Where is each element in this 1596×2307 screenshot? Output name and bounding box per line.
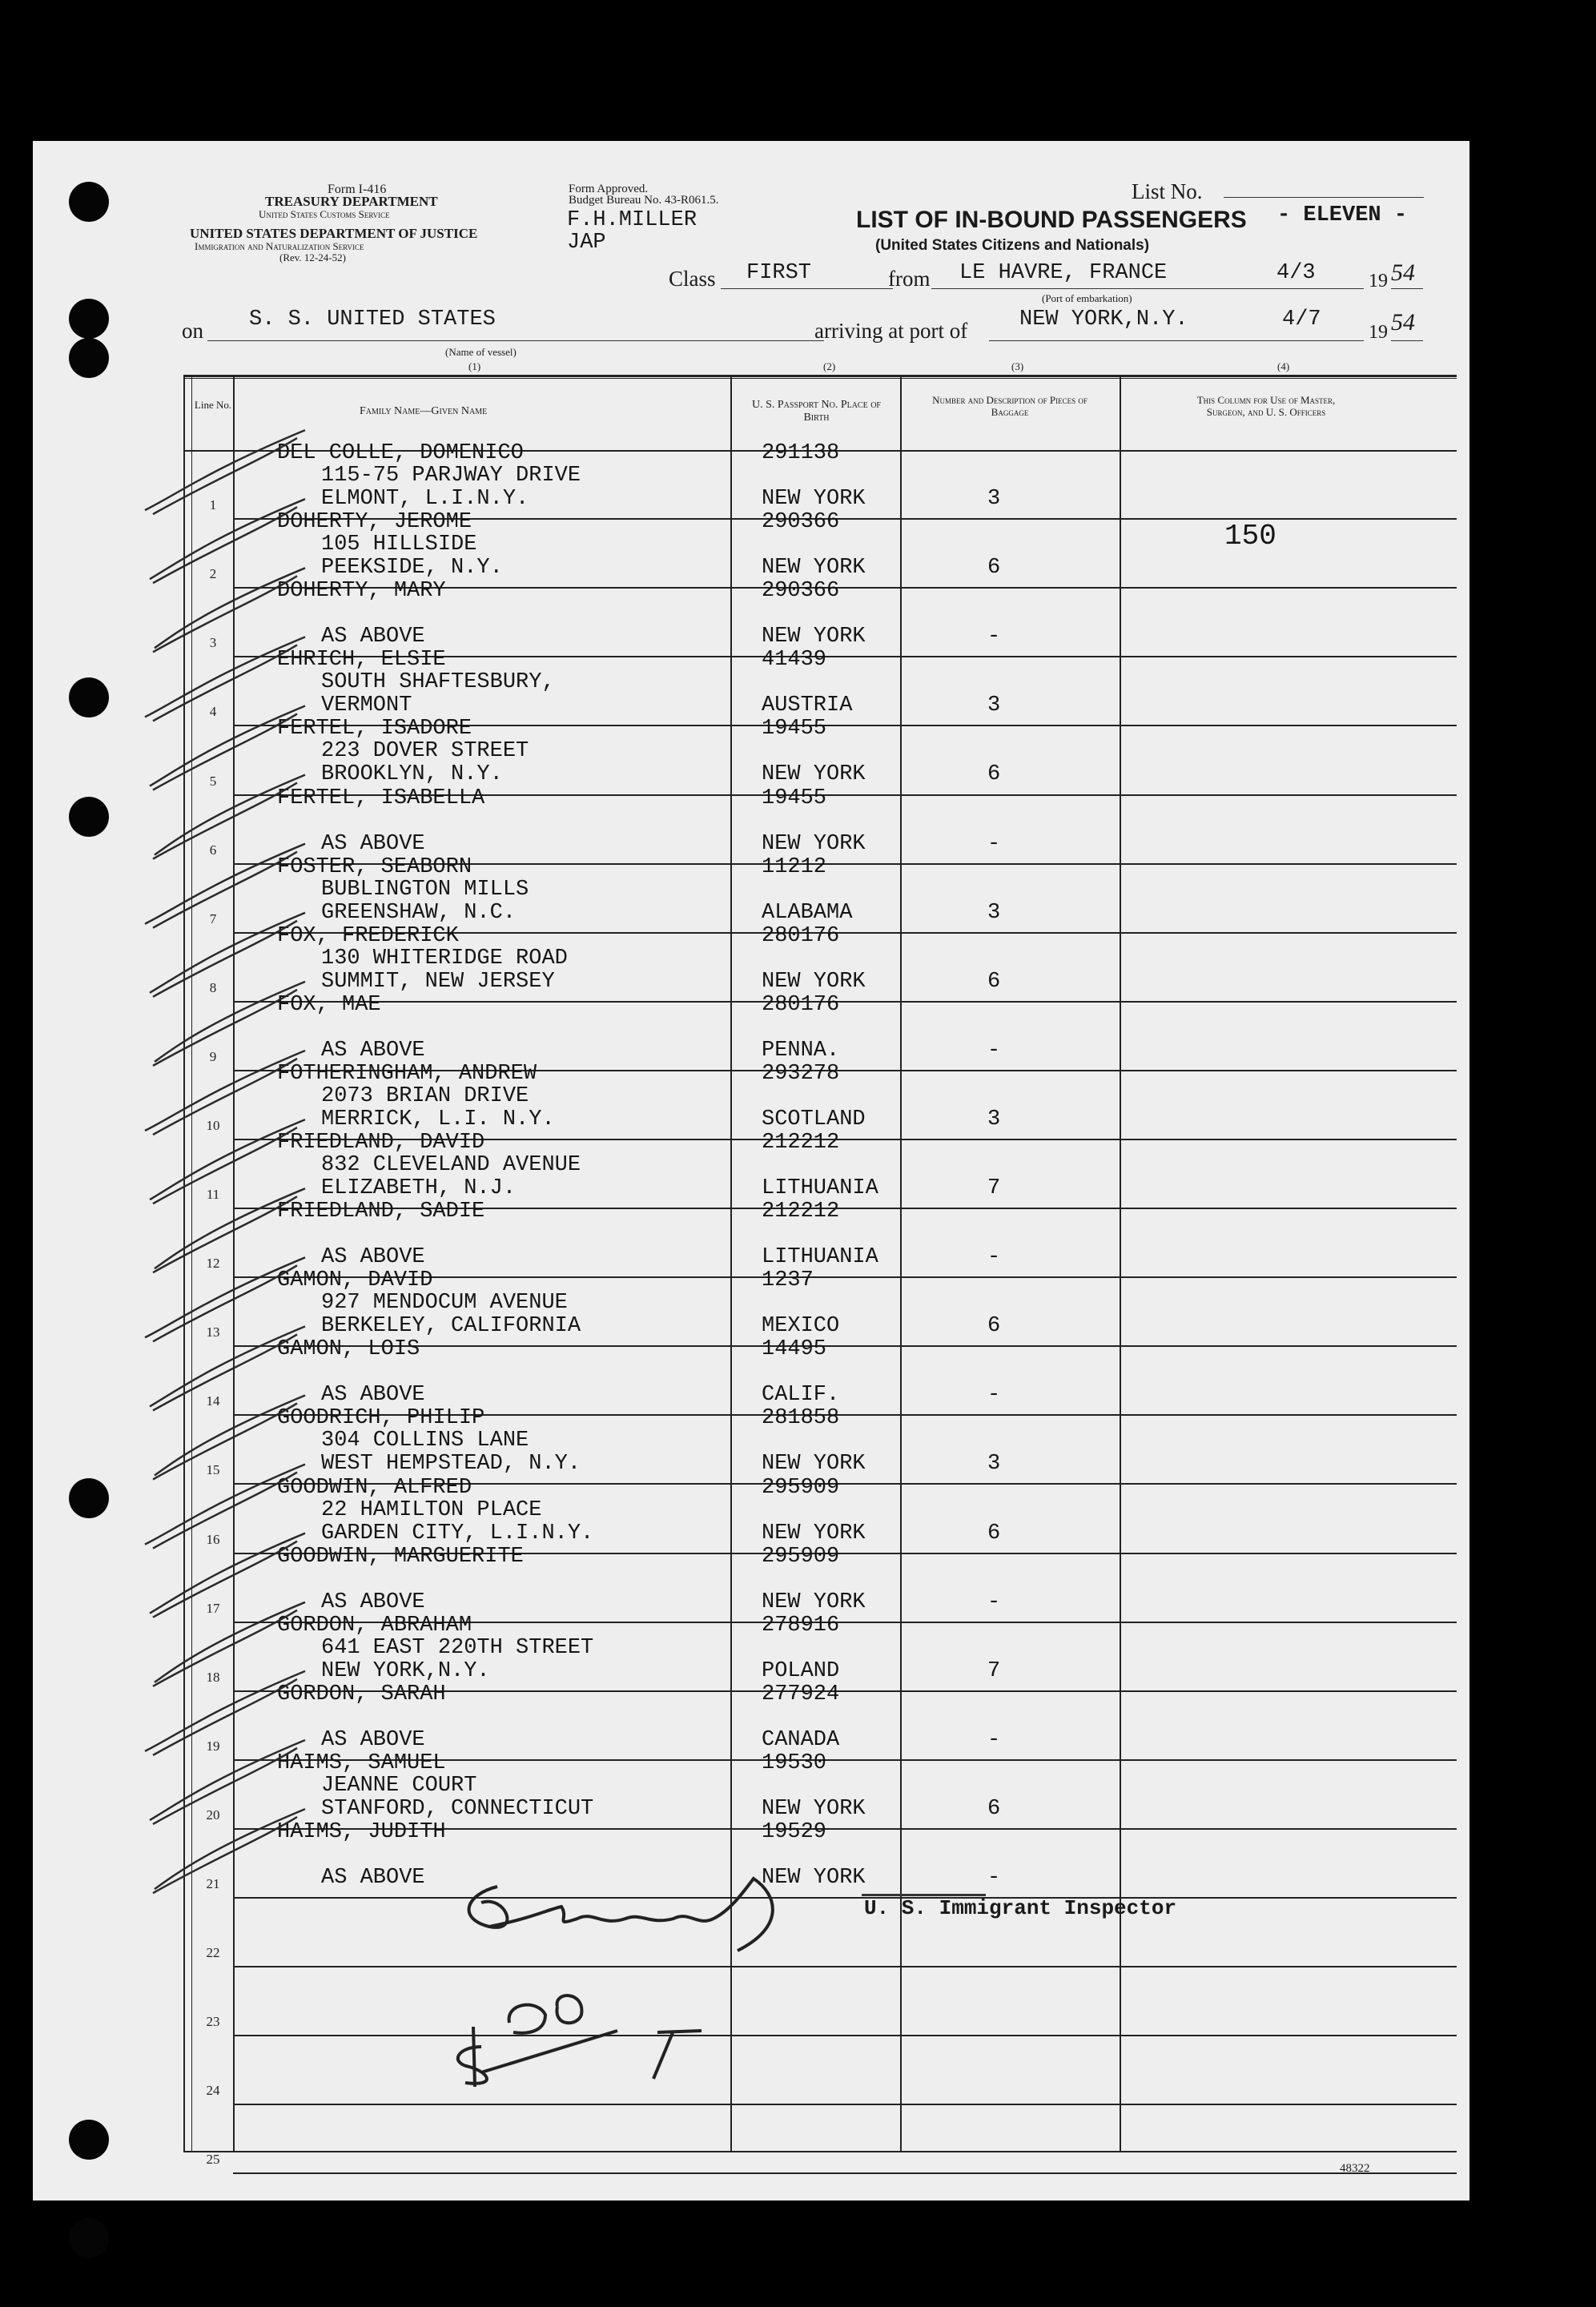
- passport-number: 295909: [762, 1476, 840, 1500]
- baggage-count: 3: [987, 1107, 1001, 1131]
- baggage-count: 3: [987, 693, 1001, 717]
- passenger-name: EHRICH, ELSIE: [277, 648, 446, 672]
- line-number: 16: [206, 1532, 220, 1547]
- address-line: GREENSHAW, N.C.: [321, 901, 517, 925]
- address-line: AS ABOVE: [321, 1866, 425, 1890]
- address-line: STANFORD, CONNECTICUT: [321, 1797, 594, 1821]
- address-line: 130 WHITERIDGE ROAD: [321, 947, 568, 971]
- vessel-label: (Name of vessel): [445, 346, 517, 358]
- place-of-birth: NEW YORK: [762, 487, 866, 511]
- passport-number: 281858: [762, 1406, 840, 1430]
- place-of-birth: NEW YORK: [762, 625, 866, 649]
- address-line: 304 COLLINS LANE: [321, 1429, 529, 1453]
- passport-number: 277924: [762, 1682, 840, 1706]
- baggage-count: -: [987, 1039, 1001, 1063]
- line-number: 12: [206, 1256, 220, 1271]
- check-mark: [150, 1533, 305, 1618]
- officer-note: 150: [1224, 520, 1276, 553]
- passenger-name: DOHERTY, JEROME: [277, 510, 472, 534]
- address-line: AS ABOVE: [321, 1728, 425, 1752]
- place-of-birth: CANADA: [762, 1728, 840, 1752]
- address-line: AS ABOVE: [321, 625, 425, 649]
- inspector-label: U. S. Immigrant Inspector: [864, 1896, 1177, 1920]
- line-number: 14: [206, 1393, 220, 1409]
- check-mark: [153, 568, 305, 652]
- passport-number: 19455: [762, 717, 827, 741]
- from-value: LE HAVRE, FRANCE: [959, 261, 1168, 285]
- check-mark: [150, 706, 305, 790]
- address-line: 105 HILLSIDE: [321, 533, 477, 557]
- year-prefix-2: 19: [1369, 322, 1388, 343]
- baggage-count: 3: [987, 1452, 1001, 1476]
- passport-number: 278916: [762, 1614, 840, 1638]
- line-number: 18: [206, 1670, 220, 1685]
- list-no-label: List No.: [1132, 179, 1203, 203]
- line-number: 9: [209, 1049, 217, 1064]
- line-number: 24: [206, 2083, 220, 2098]
- passenger-name: FERTEL, ISADORE: [277, 717, 472, 741]
- passenger-name: DOHERTY, MARY: [277, 579, 446, 603]
- line-number: 15: [206, 1462, 220, 1477]
- check-mark: [145, 430, 305, 514]
- from-date: 4/3: [1276, 261, 1316, 285]
- check-mark: [150, 1326, 305, 1410]
- passenger-name: FERTEL, ISABELLA: [277, 786, 485, 810]
- justice-dept: UNITED STATES DEPARTMENT OF JUSTICE: [190, 226, 478, 241]
- baggage-count: -: [987, 1866, 1001, 1890]
- line-number: 11: [206, 1187, 220, 1202]
- check-mark: [145, 1671, 305, 1755]
- address-line: SOUTH SHAFTESBURY,: [321, 670, 555, 694]
- place-of-birth: NEW YORK: [762, 556, 866, 580]
- list-no-value: - ELEVEN -: [1277, 203, 1408, 227]
- vessel-name: S. S. UNITED STATES: [249, 307, 496, 332]
- treasury-dept: TREASURY DEPARTMENT: [265, 194, 438, 209]
- col-header-passport: U. S. Passport No. Place of Birth: [752, 399, 881, 424]
- line-number: 22: [206, 1945, 220, 1960]
- on-label: on: [182, 319, 203, 343]
- line-number: 3: [209, 635, 217, 650]
- place-of-birth: LITHUANIA: [762, 1245, 878, 1269]
- place-of-birth: AUSTRIA: [762, 693, 853, 717]
- place-of-birth: NEW YORK: [762, 1452, 866, 1476]
- baggage-count: 6: [987, 1314, 1001, 1338]
- place-of-birth: NEW YORK: [762, 1797, 866, 1821]
- form-number: Form I-416: [328, 183, 387, 196]
- check-mark: [150, 913, 305, 997]
- line-number: 6: [209, 842, 217, 858]
- passport-number: 212212: [762, 1131, 840, 1155]
- address-line: BERKELEY, CALIFORNIA: [321, 1314, 581, 1338]
- place-of-birth: POLAND: [762, 1659, 840, 1683]
- baggage-count: 6: [987, 970, 1001, 994]
- from-year: 54: [1391, 259, 1415, 286]
- baggage-count: 3: [987, 901, 1001, 925]
- baggage-count: -: [987, 625, 1001, 649]
- revision: (Rev. 12-24-52): [279, 251, 346, 263]
- passport-number: 19455: [762, 786, 827, 810]
- col-header-name: Family Name—Given Name: [360, 405, 488, 417]
- col-header-baggage: Number and Description of Pieces of Baggage: [932, 394, 1087, 418]
- place-of-birth: SCOTLAND: [762, 1107, 866, 1131]
- address-line: BUBLINGTON MILLS: [321, 878, 529, 902]
- check-mark: [153, 982, 305, 1066]
- passport-number: 212212: [762, 1200, 840, 1224]
- place-of-birth: LITHUANIA: [762, 1176, 878, 1200]
- customs-service: United States Customs Service: [259, 208, 390, 220]
- baggage-count: 7: [987, 1659, 1001, 1683]
- arrival-port: NEW YORK,N.Y.: [1019, 307, 1188, 332]
- place-of-birth: NEW YORK: [762, 970, 866, 994]
- address-line: ELMONT, L.I.N.Y.: [321, 487, 529, 511]
- address-line: 832 CLEVELAND AVENUE: [321, 1153, 581, 1177]
- line-number: 20: [206, 1807, 220, 1823]
- arriving-label: arriving at port of: [814, 319, 968, 343]
- address-line: AS ABOVE: [321, 1039, 425, 1063]
- budget-bureau: Budget Bureau No. 43-R061.5.: [569, 194, 719, 207]
- check-mark: [150, 1740, 305, 1824]
- check-mark: [145, 637, 305, 721]
- col-header-officers: This Column for Use of Master, Surgeon, and U. S. Officers: [1196, 394, 1336, 418]
- class-value: FIRST: [746, 261, 812, 285]
- check-mark: [153, 1602, 305, 1686]
- arrival-date: 4/7: [1282, 307, 1321, 332]
- line-number: 19: [206, 1738, 220, 1754]
- place-of-birth: NEW YORK: [762, 762, 866, 786]
- line-number: 1: [209, 497, 217, 512]
- address-line: MERRICK, L.I. N.Y.: [321, 1107, 555, 1131]
- passport-number: 290366: [762, 510, 840, 534]
- check-mark: [145, 1051, 305, 1135]
- place-of-birth: NEW YORK: [762, 832, 866, 856]
- passport-number: 1237: [762, 1268, 814, 1292]
- passport-number: 293278: [762, 1062, 840, 1086]
- place-of-birth: NEW YORK: [762, 1866, 866, 1890]
- col-num-3: (3): [1011, 360, 1024, 372]
- baggage-count: 6: [987, 1521, 1001, 1545]
- address-line: SUMMIT, NEW JERSEY: [321, 970, 555, 994]
- check-mark: [153, 775, 305, 859]
- passenger-name: GOODRICH, PHILIP: [277, 1406, 485, 1430]
- check-mark: [145, 844, 305, 928]
- passenger-name: GORDON, SARAH: [277, 1682, 446, 1706]
- check-mark: [145, 1257, 305, 1341]
- address-line: 115-75 PARJWAY DRIVE: [321, 464, 581, 488]
- address-line: VERMONT: [321, 693, 412, 717]
- check-mark: [145, 1465, 305, 1549]
- address-line: ELIZABETH, N.J.: [321, 1176, 517, 1200]
- col-num-4: (4): [1277, 360, 1290, 372]
- address-line: GARDEN CITY, L.I.N.Y.: [321, 1521, 594, 1545]
- col-num-1: (1): [468, 360, 481, 372]
- punch-hole: [69, 2218, 109, 2258]
- baggage-count: -: [987, 1245, 1001, 1269]
- passenger-name: FOX, FREDERICK: [277, 924, 459, 948]
- line-number: 10: [206, 1118, 220, 1133]
- baggage-count: -: [987, 832, 1001, 856]
- address-line: AS ABOVE: [321, 1383, 425, 1407]
- place-of-birth: CALIF.: [762, 1383, 840, 1407]
- passenger-name: HAIMS, JUDITH: [277, 1820, 446, 1844]
- typed-initials: JAP: [567, 231, 606, 255]
- signature-scrawl: [433, 1863, 818, 2087]
- class-label: Class: [669, 267, 716, 291]
- passenger-name: GOODWIN, ALFRED: [277, 1476, 472, 1500]
- passport-number: 14495: [762, 1337, 827, 1361]
- col-num-2: (2): [823, 360, 836, 372]
- ins-service: Immigration and Naturalization Service: [195, 240, 364, 252]
- check-mark: [153, 1188, 305, 1272]
- passport-number: 280176: [762, 924, 840, 948]
- footer-code: 48322: [1340, 2162, 1370, 2175]
- address-line: AS ABOVE: [321, 1245, 425, 1269]
- year-prefix: 19: [1369, 271, 1388, 291]
- baggage-count: -: [987, 1383, 1001, 1407]
- passport-number: 11212: [762, 855, 827, 879]
- baggage-count: -: [987, 1728, 1001, 1752]
- passenger-name: GAMON, LOIS: [277, 1337, 420, 1361]
- passenger-name: FOTHERINGHAM, ANDREW: [277, 1062, 537, 1086]
- address-line: PEEKSIDE, N.Y.: [321, 556, 503, 580]
- line-number: 7: [209, 911, 217, 926]
- col-header-line-no: Line No.: [194, 399, 232, 411]
- passenger-name: FOX, MAE: [277, 993, 381, 1017]
- line-number: 17: [206, 1601, 220, 1616]
- check-mark: [150, 499, 305, 583]
- passenger-name: GOODWIN, MARGUERITE: [277, 1545, 524, 1569]
- address-line: AS ABOVE: [321, 1590, 425, 1614]
- address-line: AS ABOVE: [321, 832, 425, 856]
- form-title: LIST OF IN-BOUND PASSENGERS: [856, 207, 1247, 233]
- passenger-name: HAIMS, SAMUEL: [277, 1751, 446, 1775]
- check-mark: [153, 1809, 305, 1893]
- baggage-count: 6: [987, 556, 1001, 580]
- place-of-birth: NEW YORK: [762, 1521, 866, 1545]
- baggage-count: 6: [987, 762, 1001, 786]
- place-of-birth: ALABAMA: [762, 901, 853, 925]
- baggage-count: -: [987, 1590, 1001, 1614]
- passport-number: 19529: [762, 1820, 827, 1844]
- passport-number: 291138: [762, 441, 840, 465]
- line-number: 25: [206, 2152, 220, 2167]
- passport-number: 41439: [762, 648, 827, 672]
- form-subtitle: (United States Citizens and Nationals): [875, 237, 1150, 254]
- arrival-year: 54: [1391, 309, 1415, 336]
- passenger-name: FRIEDLAND, SADIE: [277, 1200, 485, 1224]
- place-of-birth: MEXICO: [762, 1314, 840, 1338]
- place-of-birth: NEW YORK: [762, 1590, 866, 1614]
- baggage-count: 3: [987, 487, 1001, 511]
- check-mark: [153, 1396, 305, 1480]
- address-line: JEANNE COURT: [321, 1774, 477, 1798]
- passport-number: 290366: [762, 579, 840, 603]
- check-mark: [150, 1119, 305, 1204]
- address-line: NEW YORK,N.Y.: [321, 1659, 490, 1683]
- line-number: 13: [206, 1324, 220, 1340]
- line-number: 8: [209, 980, 217, 995]
- baggage-count: 6: [987, 1797, 1001, 1821]
- passenger-name: GAMON, DAVID: [277, 1268, 433, 1292]
- address-line: 927 MENDOCUM AVENUE: [321, 1291, 568, 1315]
- line-number: 5: [209, 774, 217, 789]
- address-line: 641 EAST 220TH STREET: [321, 1636, 594, 1660]
- line-number: 21: [206, 1876, 220, 1891]
- passenger-name: DEL COLLE, DOMENICO: [277, 441, 524, 465]
- line-number: 2: [209, 566, 217, 581]
- passenger-name: FOSTER, SEABORN: [277, 855, 472, 879]
- typed-name: F.H.MILLER: [567, 208, 697, 232]
- passenger-name: FRIEDLAND, DAVID: [277, 1131, 485, 1155]
- from-label: from: [888, 267, 931, 291]
- port-embark-label: (Port of embarkation): [1042, 292, 1132, 304]
- address-line: WEST HEMPSTEAD, N.Y.: [321, 1452, 581, 1476]
- baggage-count: 7: [987, 1176, 1001, 1200]
- address-line: 223 DOVER STREET: [321, 739, 529, 763]
- line-number: 4: [209, 704, 217, 719]
- passport-number: 19530: [762, 1751, 827, 1775]
- form-approved: Form Approved.: [569, 183, 649, 195]
- form-page: [33, 141, 1469, 2200]
- passenger-name: GORDON, ABRAHAM: [277, 1614, 472, 1638]
- address-line: BROOKLYN, N.Y.: [321, 762, 503, 786]
- line-number: 23: [206, 2014, 220, 2029]
- passport-number: 280176: [762, 993, 840, 1017]
- place-of-birth: PENNA.: [762, 1039, 840, 1063]
- passport-number: 295909: [762, 1545, 840, 1569]
- address-line: 22 HAMILTON PLACE: [321, 1498, 542, 1522]
- address-line: 2073 BRIAN DRIVE: [321, 1084, 529, 1108]
